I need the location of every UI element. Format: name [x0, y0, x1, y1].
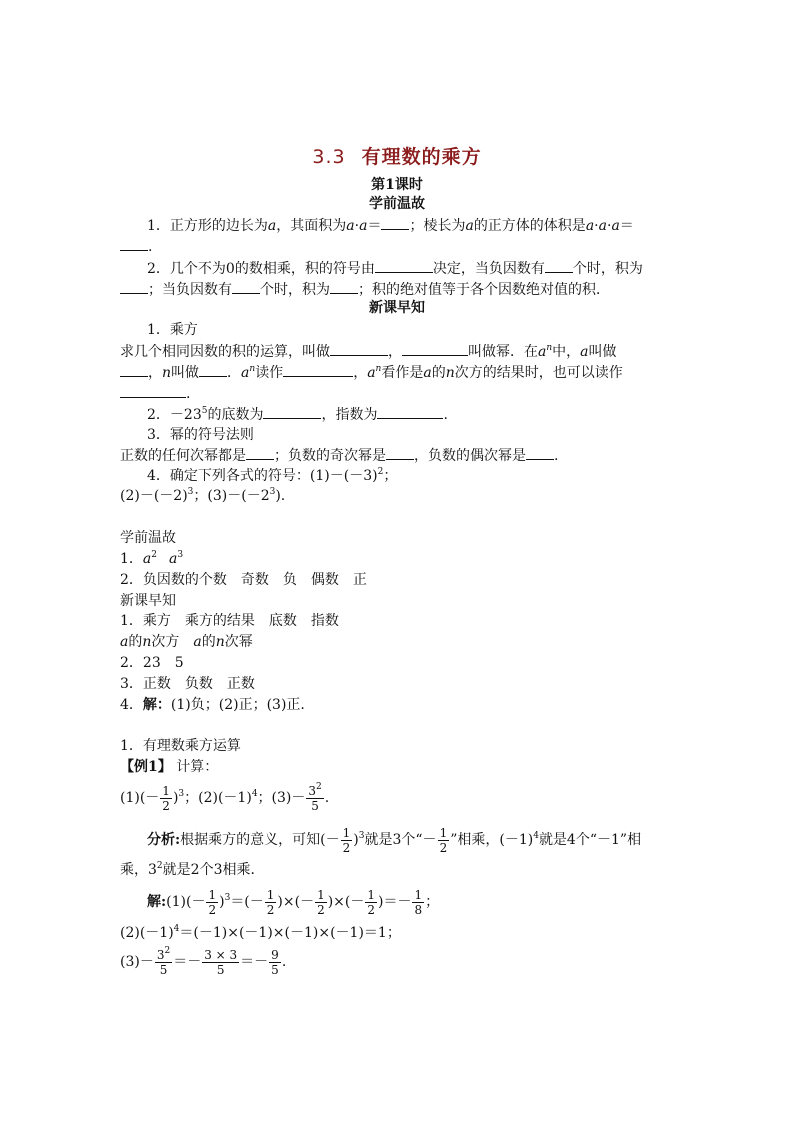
solution-2: $(2)(-1)^4=(-1)\times(-1)\times(-1)\times(-1)=1$； [120, 924, 401, 941]
answer-b1: 1．乘方 乘方的结果 底数 指数 [120, 613, 339, 629]
concept-1-title: 1．乘方 [147, 322, 198, 338]
question-1-cont: . [120, 236, 152, 257]
sec1-heading: 学前温故 [369, 196, 425, 212]
answer-2: 2．负因数的个数 奇数 负 偶数 正 [120, 572, 367, 588]
concept-3: 正数的任何次幂都是 ；负数的奇次幂是 ，负数的偶次幂是 . [120, 445, 558, 466]
solution-1: 解:(1)(－ $\frac{1}{2}$ )$^3$＝(－ $\frac{1}{2}$ )×(－ $\frac{1}{2}$ )×(－ $\frac{1}{2}$ )＝－ $\frac{1}{8}$ ； [147, 887, 440, 917]
answer-heading-1: 学前温故 [120, 530, 176, 546]
solution-3: (3)－ $\frac{3^2}{5}$ ＝－ $\frac{3 \times 3}{5}$ ＝－ $\frac{9}{5}$ . [120, 945, 287, 977]
concept-1: 求几个相同因数的积的运算，叫做 ， 叫做幂．在$a^n$中，a叫做 [120, 343, 617, 360]
section-number: 3.3 [312, 146, 346, 168]
example-question: (1)(－ $\frac{1}{2}$ )$^3$；$(2)(-1)^4$；(3)－ $\frac{3^2}{5}$ . [120, 781, 330, 813]
analysis-cont: 乘，$3^2$就是2个3相乘． [120, 861, 265, 878]
concept-1-end: . [120, 383, 190, 404]
question-1: 1．正方形的边长为a，其面积为a·a＝ ；棱长为a的正方体的体积是a·a·a＝ [147, 215, 634, 236]
concept-2: 2．$-23^5$的底数为 ，指数为 . [147, 406, 448, 423]
concept-4-cont: $(2)-(-2)^3$；$(3)-(-2^3)$. [120, 487, 286, 504]
example-tag: 【例1】 计算： [120, 759, 219, 775]
answer-heading-2: 新课早知 [120, 593, 176, 609]
concept-1-cont: ，n叫做 ．$a^n$读作 ，$a^n$看作是a的n次方的结果时，也可以读作 [120, 362, 623, 383]
concept-4: 4．确定下列各式的符号：$(1)-(-3)^2$； [147, 467, 398, 484]
analysis: 分析:根据乘方的意义，可知(－ $\frac{1}{2}$ )$^3$就是3个“－ $\frac{1}{2}$ ”相乘，$(-1)^4$就是4个“－1”相 [147, 825, 642, 855]
lesson-label: 第1课时 [371, 177, 423, 193]
answer-b1-cont: a的n次方 a的n次幂 [120, 634, 253, 650]
question-2-cont: ；当负因数有 个时，积为 ；积的绝对值等于各个因数绝对值的积． [120, 279, 610, 300]
example-heading: 1．有理数乘方运算 [120, 738, 241, 754]
question-2: 2．几个不为0的数相乘，积的符号由 决定，当负因数有 个时，积为 [147, 258, 643, 279]
answer-b4: 4．解：(1)负；(2)正；(3)正. [120, 697, 305, 713]
sec2-heading: 新课早知 [369, 300, 425, 316]
section-title: 有理数的乘方 [361, 146, 482, 168]
answer-b3: 3．正数 负数 正数 [120, 676, 255, 692]
concept-3-title: 3．幂的符号法则 [147, 427, 254, 443]
answer-1: 1．$a^2$ $a^3$ [120, 550, 184, 567]
answer-b2: 2．23 5 [120, 655, 184, 671]
page-title [0, 142, 794, 169]
